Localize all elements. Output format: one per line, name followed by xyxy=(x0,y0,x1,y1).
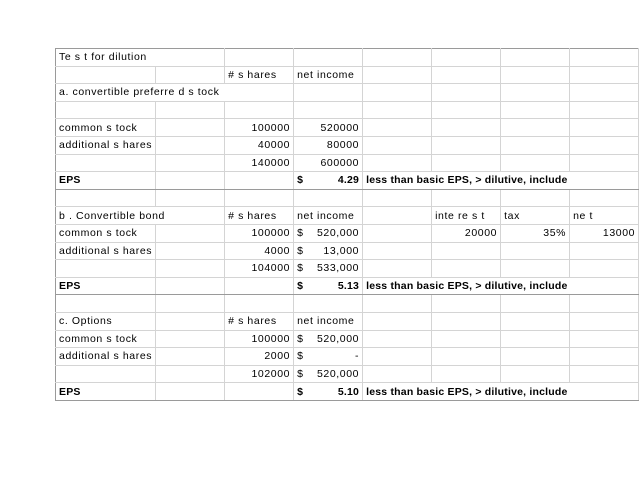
sheet-cell[interactable] xyxy=(570,312,639,330)
sheet-row xyxy=(56,277,639,295)
sheet-row xyxy=(56,84,639,102)
sheet-cell[interactable]: c. Options xyxy=(56,312,156,330)
sheet-row xyxy=(56,224,639,242)
sheet-cell[interactable] xyxy=(501,312,570,330)
currency-value: 5.13 xyxy=(337,280,360,293)
sheet-cell[interactable] xyxy=(294,172,363,190)
sheet-cell[interactable]: EPS xyxy=(56,383,156,401)
currency-symbol: $ xyxy=(297,174,304,187)
sheet-cell[interactable] xyxy=(363,154,432,172)
sheet-row xyxy=(56,330,639,348)
sheet-row xyxy=(56,172,639,190)
sheet-cell[interactable] xyxy=(156,260,225,278)
sheet-cell[interactable]: ne t xyxy=(570,207,639,225)
sheet-cell[interactable] xyxy=(294,295,363,313)
sheet-cell[interactable] xyxy=(156,365,225,383)
sheet-cell[interactable] xyxy=(56,295,156,313)
sheet-cell[interactable] xyxy=(156,154,225,172)
sheet-cell[interactable]: b . Convertible bond xyxy=(56,207,225,225)
sheet-cell[interactable]: common s tock xyxy=(56,119,156,137)
sheet-row xyxy=(56,242,639,260)
sheet-cell[interactable] xyxy=(363,189,432,207)
spreadsheet-grid xyxy=(55,48,639,401)
sheet-cell[interactable] xyxy=(501,295,570,313)
sheet-cell[interactable] xyxy=(294,365,363,383)
sheet-row xyxy=(56,49,639,67)
sheet-cell[interactable] xyxy=(294,277,363,295)
sheet-cell[interactable] xyxy=(501,154,570,172)
sheet-cell[interactable] xyxy=(225,49,294,67)
sheet-cell[interactable] xyxy=(156,348,225,366)
sheet-cell[interactable]: # s hares xyxy=(225,312,294,330)
sheet-cell[interactable]: net income xyxy=(294,312,363,330)
sheet-cell[interactable] xyxy=(363,49,432,67)
sheet-cell[interactable] xyxy=(570,189,639,207)
sheet-cell[interactable] xyxy=(363,136,432,154)
sheet-cell[interactable] xyxy=(432,189,501,207)
sheet-cell[interactable] xyxy=(156,330,225,348)
sheet-row xyxy=(56,365,639,383)
sheet-cell[interactable] xyxy=(501,119,570,137)
sheet-cell[interactable]: additional s hares xyxy=(56,242,156,260)
sheet-cell[interactable] xyxy=(156,66,225,84)
sheet-cell[interactable]: 2000 xyxy=(225,348,294,366)
sheet-row xyxy=(56,260,639,278)
sheet-cell[interactable] xyxy=(225,189,294,207)
sheet-cell[interactable] xyxy=(363,84,432,102)
currency-value: 520,000 xyxy=(316,367,360,380)
sheet-cell[interactable]: 4000 xyxy=(225,242,294,260)
sheet-cell[interactable] xyxy=(432,119,501,137)
sheet-cell[interactable] xyxy=(432,84,501,102)
sheet-row xyxy=(56,101,639,119)
currency-symbol: $ xyxy=(297,350,304,363)
currency-symbol: $ xyxy=(297,385,304,398)
sheet-cell[interactable] xyxy=(294,189,363,207)
sheet-cell[interactable] xyxy=(363,224,432,242)
sheet-cell[interactable] xyxy=(156,172,225,190)
sheet-row xyxy=(56,154,639,172)
sheet-cell[interactable]: common s tock xyxy=(56,330,156,348)
sheet-cell[interactable] xyxy=(432,365,501,383)
sheet-cell[interactable] xyxy=(156,312,225,330)
sheet-cell[interactable] xyxy=(225,172,294,190)
sheet-row xyxy=(56,295,639,313)
sheet-row xyxy=(56,383,639,401)
sheet-cell[interactable] xyxy=(225,277,294,295)
sheet-cell[interactable]: Te s t for dilution xyxy=(56,49,225,67)
sheet-cell[interactable] xyxy=(56,66,156,84)
currency-symbol: $ xyxy=(297,332,304,345)
sheet-cell[interactable]: common s tock xyxy=(56,224,156,242)
sheet-row xyxy=(56,189,639,207)
currency-value: 533,000 xyxy=(316,262,360,275)
sheet-cell[interactable] xyxy=(294,49,363,67)
sheet-cell[interactable] xyxy=(501,136,570,154)
sheet-cell[interactable] xyxy=(363,260,432,278)
sheet-cell[interactable]: 100000 xyxy=(225,330,294,348)
sheet-row xyxy=(56,312,639,330)
sheet-cell[interactable] xyxy=(432,66,501,84)
sheet-cell[interactable] xyxy=(56,260,156,278)
sheet-cell[interactable] xyxy=(363,312,432,330)
sheet-cell[interactable] xyxy=(432,136,501,154)
sheet-cell[interactable] xyxy=(501,260,570,278)
sheet-cell[interactable] xyxy=(501,84,570,102)
sheet-cell[interactable]: 520000 xyxy=(294,119,363,137)
sheet-cell[interactable] xyxy=(363,295,432,313)
sheet-cell[interactable] xyxy=(156,242,225,260)
sheet-cell[interactable] xyxy=(432,260,501,278)
sheet-cell[interactable] xyxy=(501,189,570,207)
sheet-cell[interactable]: less than basic EPS, > dilutive, include xyxy=(363,383,639,401)
sheet-cell[interactable]: additional s hares xyxy=(56,136,156,154)
sheet-cell[interactable] xyxy=(56,189,156,207)
sheet-cell[interactable]: 13000 xyxy=(570,224,639,242)
sheet-cell[interactable] xyxy=(156,189,225,207)
sheet-cell[interactable] xyxy=(432,312,501,330)
sheet-cell[interactable] xyxy=(501,330,570,348)
currency-symbol: $ xyxy=(297,244,304,257)
currency-value: 5.10 xyxy=(337,385,360,398)
sheet-cell[interactable]: 20000 xyxy=(432,224,501,242)
sheet-cell[interactable] xyxy=(363,348,432,366)
currency-value: - xyxy=(355,350,360,363)
sheet-cell[interactable] xyxy=(501,66,570,84)
sheet-cell[interactable] xyxy=(225,383,294,401)
sheet-cell[interactable] xyxy=(501,49,570,67)
sheet-cell[interactable] xyxy=(294,101,363,119)
sheet-cell[interactable]: 140000 xyxy=(225,154,294,172)
sheet-cell[interactable]: additional s hares xyxy=(56,348,156,366)
sheet-cell[interactable]: net income xyxy=(294,207,363,225)
sheet-cell[interactable] xyxy=(570,242,639,260)
sheet-row xyxy=(56,348,639,366)
sheet-cell[interactable] xyxy=(363,119,432,137)
sheet-cell[interactable] xyxy=(56,365,156,383)
sheet-cell[interactable] xyxy=(294,348,363,366)
sheet-cell[interactable]: 600000 xyxy=(294,154,363,172)
sheet-cell[interactable]: 35% xyxy=(501,224,570,242)
sheet-cell[interactable] xyxy=(156,119,225,137)
sheet-cell[interactable]: less than basic EPS, > dilutive, include xyxy=(363,172,639,190)
sheet-cell[interactable]: # s hares xyxy=(225,66,294,84)
sheet-cell[interactable]: tax xyxy=(501,207,570,225)
currency-value: 520,000 xyxy=(316,332,360,345)
sheet-cell[interactable] xyxy=(363,242,432,260)
sheet-row xyxy=(56,136,639,154)
sheet-cell[interactable] xyxy=(570,295,639,313)
currency-symbol: $ xyxy=(297,262,304,275)
sheet-cell[interactable] xyxy=(570,49,639,67)
sheet-cell[interactable]: EPS xyxy=(56,172,156,190)
currency-symbol: $ xyxy=(297,227,304,240)
sheet-cell[interactable] xyxy=(570,84,639,102)
sheet-cell[interactable] xyxy=(225,295,294,313)
sheet-cell[interactable] xyxy=(570,154,639,172)
sheet-cell[interactable]: 80000 xyxy=(294,136,363,154)
sheet-cell[interactable]: inte re s t xyxy=(432,207,501,225)
sheet-cell[interactable] xyxy=(156,383,225,401)
sheet-cell[interactable] xyxy=(363,365,432,383)
sheet-cell[interactable] xyxy=(225,101,294,119)
sheet-row xyxy=(56,207,639,225)
sheet-cell[interactable]: less than basic EPS, > dilutive, include xyxy=(363,277,639,295)
sheet-cell[interactable] xyxy=(432,242,501,260)
sheet-cell[interactable]: 104000 xyxy=(225,260,294,278)
sheet-cell[interactable] xyxy=(432,295,501,313)
sheet-cell[interactable]: net income xyxy=(294,66,363,84)
sheet-cell[interactable] xyxy=(570,365,639,383)
sheet-cell[interactable] xyxy=(570,330,639,348)
sheet-cell[interactable] xyxy=(294,224,363,242)
currency-symbol: $ xyxy=(297,280,304,293)
sheet-cell[interactable] xyxy=(156,224,225,242)
sheet-cell[interactable] xyxy=(156,295,225,313)
sheet-cell[interactable] xyxy=(501,348,570,366)
sheet-cell[interactable] xyxy=(156,101,225,119)
sheet-row xyxy=(56,119,639,137)
sheet-cell[interactable]: 40000 xyxy=(225,136,294,154)
sheet-cell[interactable] xyxy=(501,101,570,119)
sheet-cell[interactable] xyxy=(432,154,501,172)
sheet-cell[interactable] xyxy=(432,49,501,67)
sheet-cell[interactable] xyxy=(294,260,363,278)
sheet-cell[interactable]: 100000 xyxy=(225,224,294,242)
sheet-cell[interactable] xyxy=(294,84,363,102)
sheet-cell[interactable] xyxy=(432,330,501,348)
sheet-cell[interactable] xyxy=(432,348,501,366)
sheet-cell[interactable] xyxy=(156,277,225,295)
currency-value: 520,000 xyxy=(316,227,360,240)
currency-value: 13,000 xyxy=(323,244,360,257)
sheet-cell[interactable] xyxy=(294,242,363,260)
sheet-cell[interactable] xyxy=(294,330,363,348)
sheet-cell[interactable]: 100000 xyxy=(225,119,294,137)
sheet-cell[interactable] xyxy=(363,101,432,119)
sheet-cell[interactable]: # s hares xyxy=(225,207,294,225)
sheet-cell[interactable]: a. convertible preferre d s tock xyxy=(56,84,294,102)
currency-symbol: $ xyxy=(297,367,304,380)
sheet-cell[interactable]: 102000 xyxy=(225,365,294,383)
sheet-cell[interactable] xyxy=(501,365,570,383)
sheet-cell[interactable] xyxy=(570,260,639,278)
currency-value: 4.29 xyxy=(337,174,360,187)
sheet-cell[interactable] xyxy=(56,101,156,119)
sheet-cell[interactable] xyxy=(56,154,156,172)
sheet-cell[interactable] xyxy=(363,66,432,84)
sheet-cell[interactable]: EPS xyxy=(56,277,156,295)
sheet-cell[interactable] xyxy=(570,136,639,154)
sheet-cell[interactable] xyxy=(363,330,432,348)
sheet-cell[interactable] xyxy=(294,383,363,401)
sheet-cell[interactable] xyxy=(501,242,570,260)
sheet-cell[interactable] xyxy=(570,119,639,137)
sheet-cell[interactable] xyxy=(363,207,432,225)
sheet-cell[interactable] xyxy=(570,101,639,119)
sheet-cell[interactable] xyxy=(570,66,639,84)
sheet-cell[interactable] xyxy=(570,348,639,366)
sheet-cell[interactable] xyxy=(156,136,225,154)
sheet-row xyxy=(56,66,639,84)
sheet-cell[interactable] xyxy=(432,101,501,119)
